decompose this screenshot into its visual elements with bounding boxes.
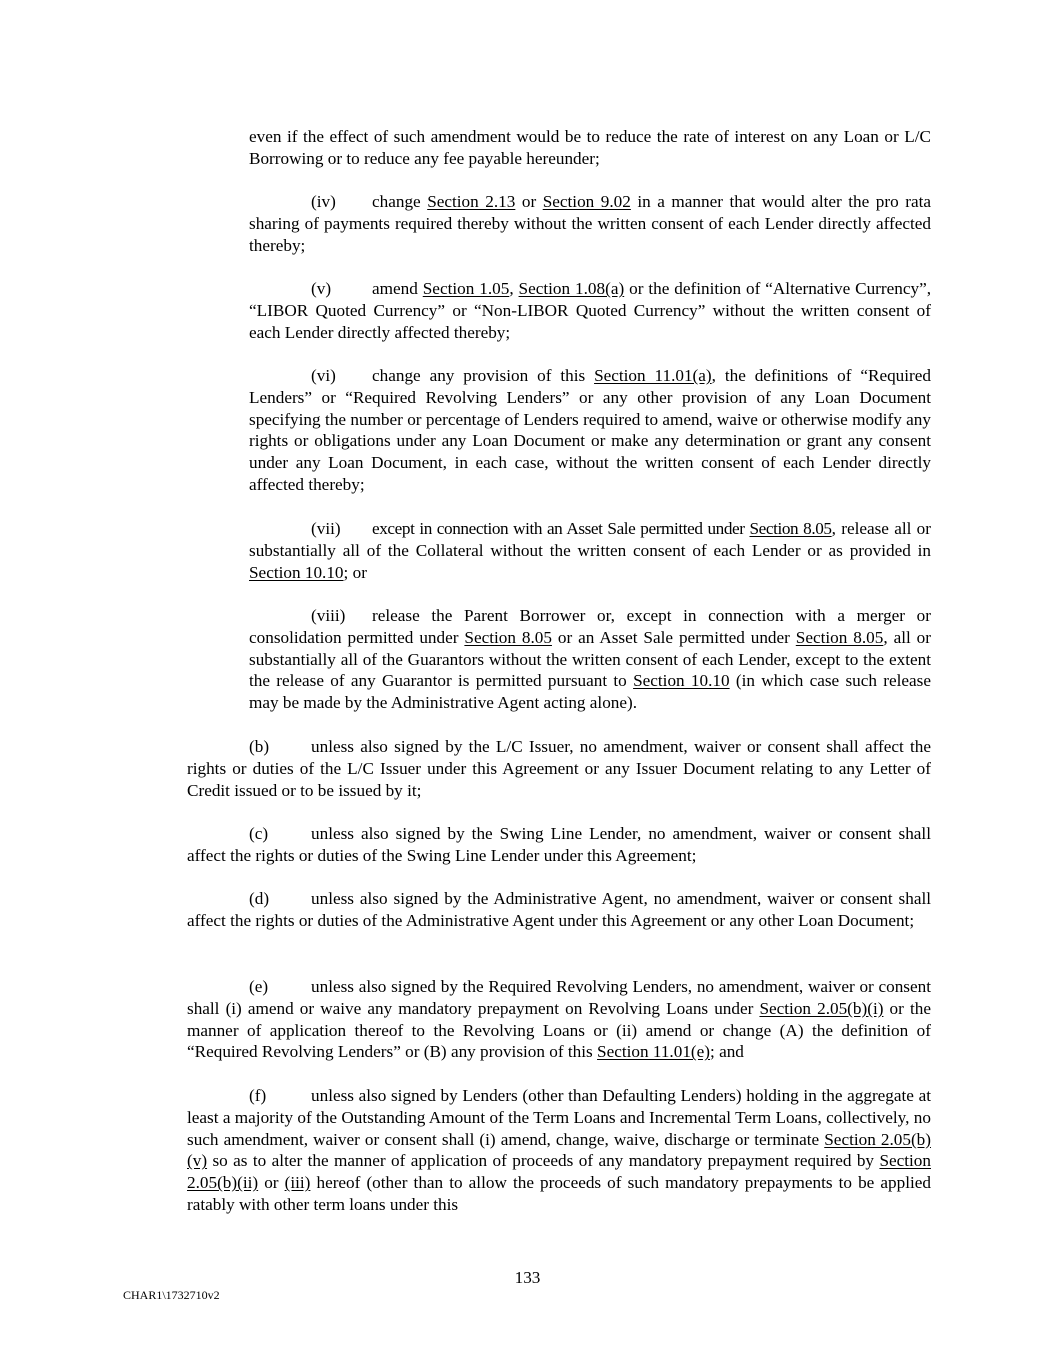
clause-index: (vi): [311, 366, 336, 385]
section-reference: Section 1.05: [422, 279, 510, 298]
paragraph-v: (v) amend Section 1.05, Section 1.08(a) or the definition of “Alternative Currency”, “LIBOR Quoted Currency” or “Non-LIBOR Quoted Currency” without the written consent of each Lender directly affected thereby;: [249, 279, 932, 342]
paragraph-c: (c) unless also signed by the Swing Line Lender, no amendment, waiver or consent shall affect the rights or duties of the Swing Line Lender under this Agreement;: [187, 824, 931, 865]
clause-index: (b): [249, 737, 270, 756]
clause-index: (viii): [311, 606, 346, 625]
paragraph-d: (d) unless also signed by the Administrative Agent, no amendment, waiver or consent shall affect the rights or duties of the Administrative Agent under this Agreement or any other Loan Document;: [187, 889, 931, 930]
section-reference: Section 1.08(a): [518, 279, 625, 298]
page-number: 133: [514, 1268, 541, 1287]
section-reference: Section 2.13: [427, 192, 516, 211]
paragraph-text: even if the effect of such amendment would be to reduce the rate of interest on any Loan or L/C Borrowing or to reduce any fee payable hereunder;: [249, 127, 931, 168]
section-reference: Section 11.01(a): [594, 366, 712, 385]
section-reference: Section 2.05(b)(ii): [187, 1151, 931, 1193]
paragraph-vii: (vii) except in connection with an Asset Sale permitted under Section 8.05, release all or substantially all of the Collateral without the written consent of each Lender or as provided in Section 10.10; or: [249, 519, 932, 582]
paragraph-viii: (viii) release the Parent Borrower or, except in connection with a merger or consolidation permitted under Section 8.05 or an Asset Sale permitted under Section 8.05, all or substantially all of the Guarantors without the written consent of each Lender, except to the extent the release of any Guarantor is permitted pursuant to Section 10.10 (in which case such release may be made by the Administrative Agent acting alone).: [249, 606, 932, 713]
paragraph-e: (e) unless also signed by the Required Revolving Lenders, no amendment, waiver or consent shall (i) amend or waive any mandatory prepayment on Revolving Loans under Section 2.05(b)(i) or the manner of application thereof to the Revolving Loans or (ii) amend or change (A) the definition of “Required Revolving Lenders” or (B) any provision of this Section 11.01(e); and: [187, 977, 931, 1062]
paragraph-continuation: [249, 126, 931, 170]
clause-index: (e): [249, 977, 269, 996]
section-reference: Section 11.01(e): [597, 1042, 710, 1062]
section-reference: Section 2.05(b)(v): [187, 1129, 931, 1171]
section-reference: Section 8.05: [464, 627, 552, 647]
section-reference: Section 10.10: [249, 562, 344, 582]
paragraph-vi: (vi) change any provision of this Section 11.01(a), the definitions of “Required Lenders” or “Required Revolving Lenders” or any other provision of any Loan Document specifying the number or percentage of Lenders required to amend, waive or otherwise modify any rights or obligations under any Loan Document or make any determination or grant any consent under any Loan Document, in each case, without the written consent of each Lender directly affected thereby;: [249, 366, 931, 494]
paragraph-b: (b) unless also signed by the L/C Issuer, no amendment, waiver or consent shall affect the rights or duties of the L/C Issuer under this Agreement or any Issuer Document relating to any Letter of Credit issued or to be issued by it;: [187, 737, 931, 800]
section-reference: (iii): [284, 1173, 311, 1193]
section-reference: Section 2.05(b)(i): [759, 998, 884, 1018]
clause-index: (f): [249, 1086, 267, 1105]
clause-index: (v): [311, 279, 332, 298]
section-reference: Section 9.02: [542, 192, 631, 211]
clause-index: (vii): [311, 519, 341, 538]
section-reference: Section 10.10: [633, 671, 730, 691]
section-reference: Section 8.05: [749, 519, 832, 538]
document-id: CHAR1\1732710v2: [123, 1288, 220, 1302]
clause-index: (iv): [311, 192, 336, 211]
clause-index: (d): [249, 889, 270, 908]
section-reference: Section 8.05: [795, 627, 884, 647]
clause-index: (c): [249, 824, 269, 843]
paragraph-f: (f) unless also signed by Lenders (other than Defaulting Lenders) holding in the aggregate at least a majority of the Outstanding Amount of the Term Loans and Incremental Term Loans, collectively, no such amendment, waiver or consent shall (i) amend, change, waive, discharge or terminate Section 2.05(b)(v) so as to alter the manner of application of proceeds of any mandatory prepayment required by Section 2.05(b)(ii) or (iii) hereof (other than to allow the proceeds of such mandatory prepayments to be applied ratably with other term loans under this: [187, 1086, 931, 1214]
paragraph-iv: (iv) change Section 2.13 or Section 9.02 in a manner that would alter the pro rata sharing of payments required thereby without the written consent of each Lender directly affected thereby;: [249, 192, 931, 255]
